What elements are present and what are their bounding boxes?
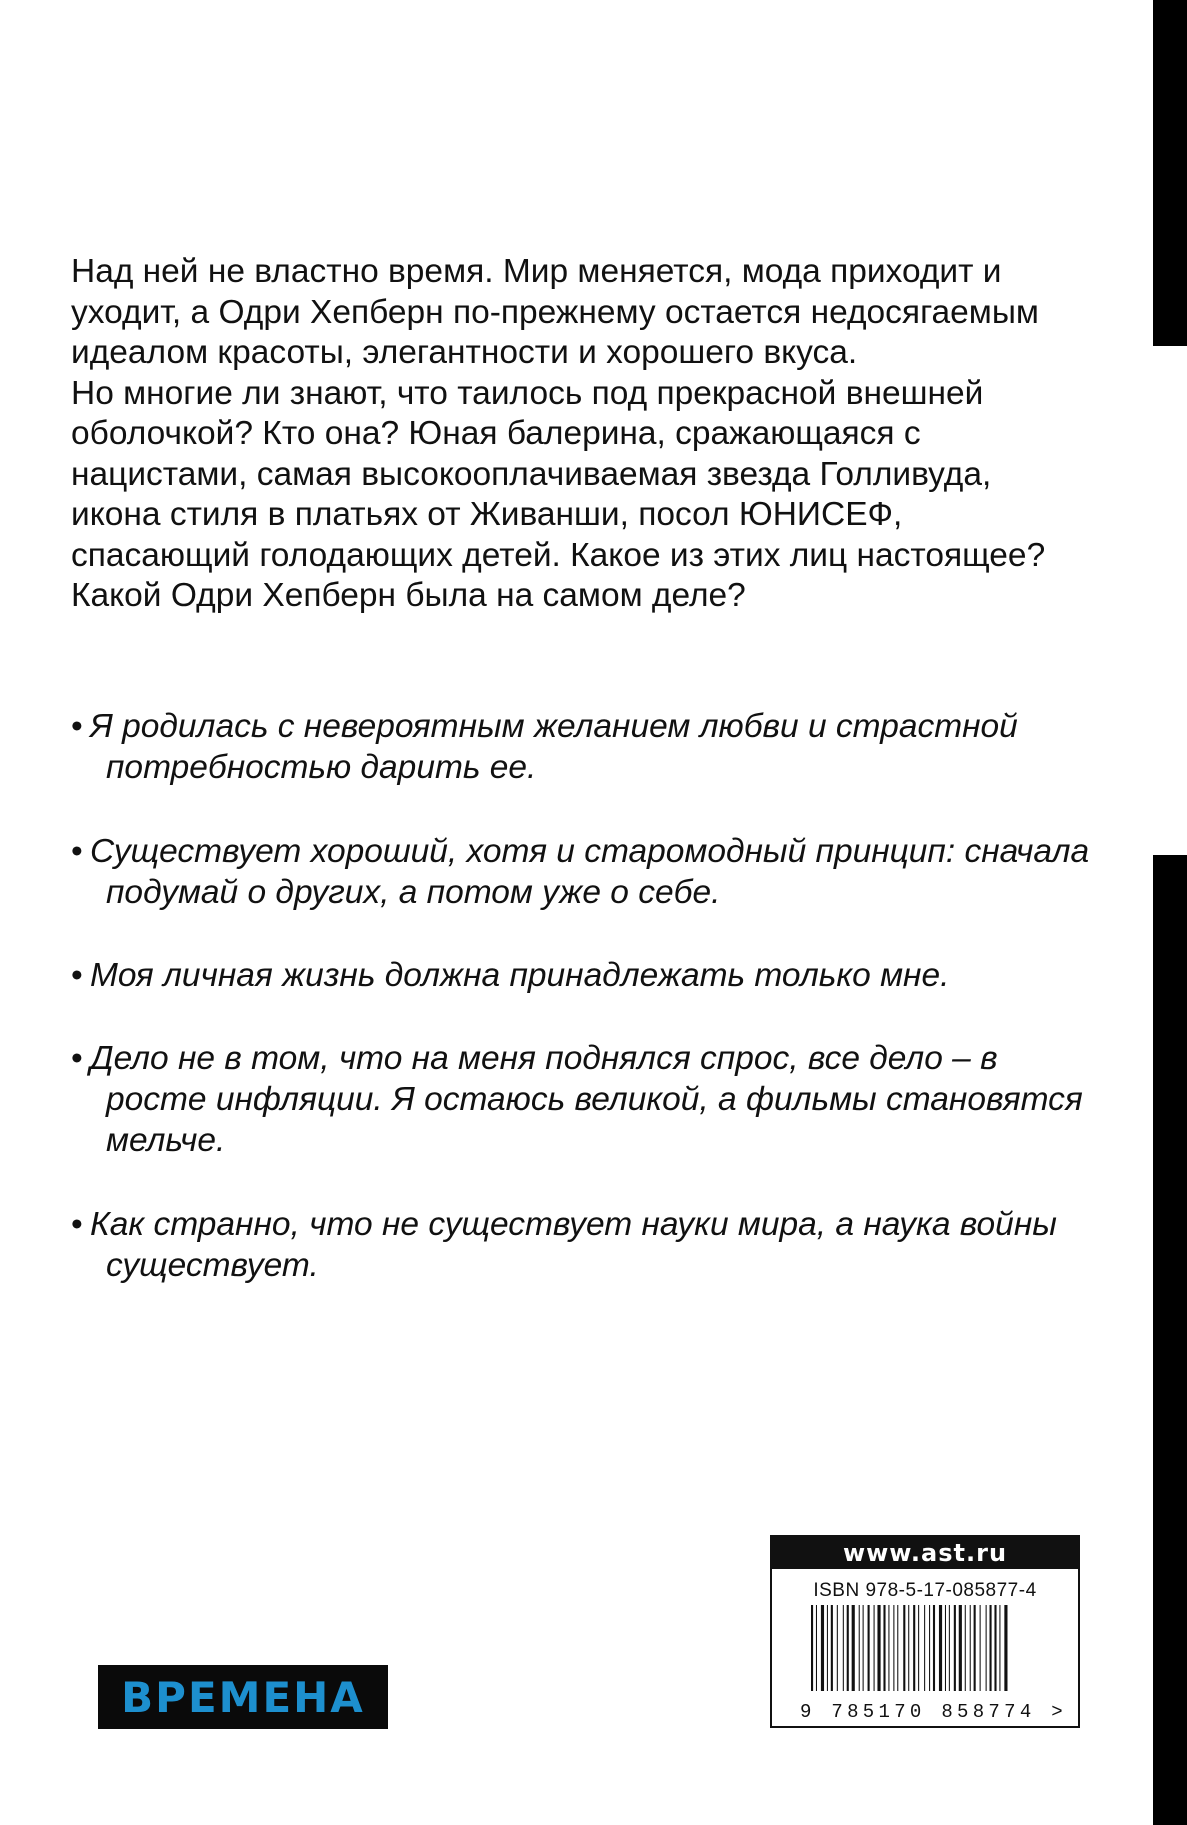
- description-paragraph: Над ней не властно время. Мир меняется, мода приходит и уходит, а Одри Хепберн по-прежнему остается недосягаемым идеалом красоты, элегантности и хорошего вкуса.: [71, 253, 1039, 371]
- quote-item: [71, 1204, 1091, 1286]
- bullet-icon: •: [71, 957, 83, 994]
- isbn-barcode-block: [770, 1535, 1080, 1728]
- quote-text: Существует хороший, хотя и старомодный принцип: сначала подумай о других, а потом уже о себе.: [90, 833, 1090, 911]
- spine-bar-bottom: [1153, 855, 1187, 1825]
- barcode-digits: 9 785170 858774 >: [800, 1701, 1067, 1723]
- description-paragraph: Но многие ли знают, что таилось под прекрасной внешней оболочкой? Кто она? Юная балерина, сражающаяся с нацистами, самая высокооплачиваемая звезда Голливуда, икона стиля в платьях от Живанши, посол ЮНИСЕФ, спасающий голодающих детей. Какое из этих лиц настоящее? Какой Одри Хепберн была на самом деле?: [71, 374, 1046, 614]
- series-logo: [98, 1665, 388, 1729]
- quote-item: [71, 706, 1091, 788]
- bullet-icon: •: [71, 1040, 83, 1077]
- bullet-icon: •: [71, 1206, 83, 1243]
- book-description: [71, 252, 1071, 617]
- quote-item: [71, 955, 1091, 996]
- barcode-icon: [811, 1605, 1041, 1691]
- isbn-number: ISBN 978-5-17-085877-4: [813, 1580, 1037, 1601]
- quotes-list: [71, 706, 1091, 1286]
- quote-item: [71, 1038, 1091, 1161]
- quote-text: Как странно, что не существует науки мира, а наука войны существует.: [90, 1206, 1057, 1284]
- bullet-icon: •: [71, 708, 83, 745]
- quote-text: Моя личная жизнь должна принадлежать только мне.: [90, 957, 950, 994]
- publisher-url: www.ast.ru: [772, 1537, 1078, 1569]
- quote-text: Я родилась с невероятным желанием любви и страстной потребностью дарить ее.: [90, 708, 1018, 786]
- spine-bar-top: [1153, 0, 1187, 346]
- quote-item: [71, 831, 1091, 913]
- series-logo-text: ВРЕМЕНА: [121, 1672, 365, 1722]
- quote-text: Дело не в том, что на меня поднялся спрос, все дело – в росте инфляции. Я остаюсь великой, а фильмы становятся мельче.: [90, 1040, 1083, 1159]
- bullet-icon: •: [71, 833, 83, 870]
